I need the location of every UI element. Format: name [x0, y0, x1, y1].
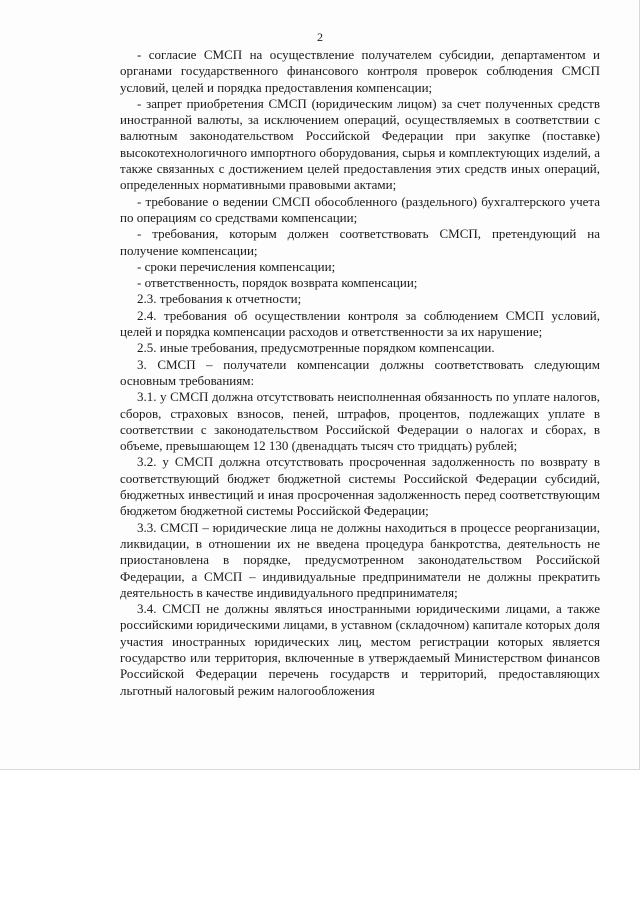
paragraph-2-3: 2.3. требования к отчетности; — [137, 291, 302, 307]
paragraph-3-2: 3.2. у СМСП должна отсутствовать просроченная задолженность по возврату в соответствующий бюджет бюджетной системы Российской Федерации субсидий, бюджетных инвестиций и иная просроченная задолженность перед соответствующим бюджетом бюджетной системы Российской Федерации; — [120, 454, 600, 519]
paragraph-currency-ban: - запрет приобретения СМСП (юридическим лицом) за счет полученных средств иностранной валюты, за исключением операций, осуществляемых в соответствии с валютным законодательством Российской Федерации при закупке (поставке) высокотехнологичного импортного оборудования, сырья и комплектующих изделий, а также связанных с достижением целей предоставления этих средств иных операций, определенных нормативными правовыми актами; — [120, 95, 600, 193]
paragraph-separate-accounting: - требование о ведении СМСП обособленного (раздельного) бухгалтерского учета по операциям со средствами компенсации; — [120, 193, 600, 225]
paragraph-consent: - согласие СМСП на осуществление получателем субсидии, департаментом и органами государственного финансового контроля проверок соблюдения СМСП условий, целей и порядка предоставления компенсации; — [120, 47, 600, 95]
document-body — [120, 47, 600, 699]
paragraph-3-1: 3.1. у СМСП должна отсутствовать неисполненная обязанность по уплате налогов, сборов, страховых взносов, пеней, штрафов, процентов, подлежащих уплате в соответствии с законодательством Российской Федерации о налогах и сборах, в объеме, превышающем 12 130 (двенадцать тысяч сто тридцать) рублей; — [120, 389, 600, 454]
paragraph-responsibility: - ответственность, порядок возврата компенсации; — [137, 275, 418, 291]
page-number: 2 — [317, 30, 323, 44]
paragraph-2-4: 2.4. требования об осуществлении контроля за соблюдением СМСП условий, целей и порядка компенсации расходов и ответственности за их нарушение; — [120, 307, 600, 340]
paragraph-2-5: 2.5. иные требования, предусмотренные порядком компенсации. — [137, 340, 495, 356]
paragraph-transfer-terms: - сроки перечисления компенсации; — [137, 258, 336, 274]
paragraph-requirements: - требования, которым должен соответствовать СМСП, претендующий на получение компенсации; — [120, 226, 600, 258]
paragraph-3-4: 3.4. СМСП не должны являться иностранными юридическими лицами, а также российскими юридическими лицами, в уставном (складочном) капитале которых доля участия иностранных юридических лиц, местом регистрации которых является государство или территория, включенные в утверждаемый Министерством финансов Российской Федерации перечень государств и территорий, предоставляющих льготный налоговый режим налогообложения — [120, 601, 600, 698]
paragraph-3: 3. СМСП – получатели компенсации должны соответствовать следующим основным требованиям: — [120, 356, 600, 388]
paragraph-3-3: 3.3. СМСП – юридические лица не должны находиться в процессе реорганизации, ликвидации, в отношении их не введена процедура банкротства, деятельность не приостановлена в порядке, предусмотренном законодательством Российской Федерации, а СМСП – индивидуальные предприниматели не должны прекратить деятельность в качестве индивидуального предпринимателя; — [120, 519, 600, 600]
